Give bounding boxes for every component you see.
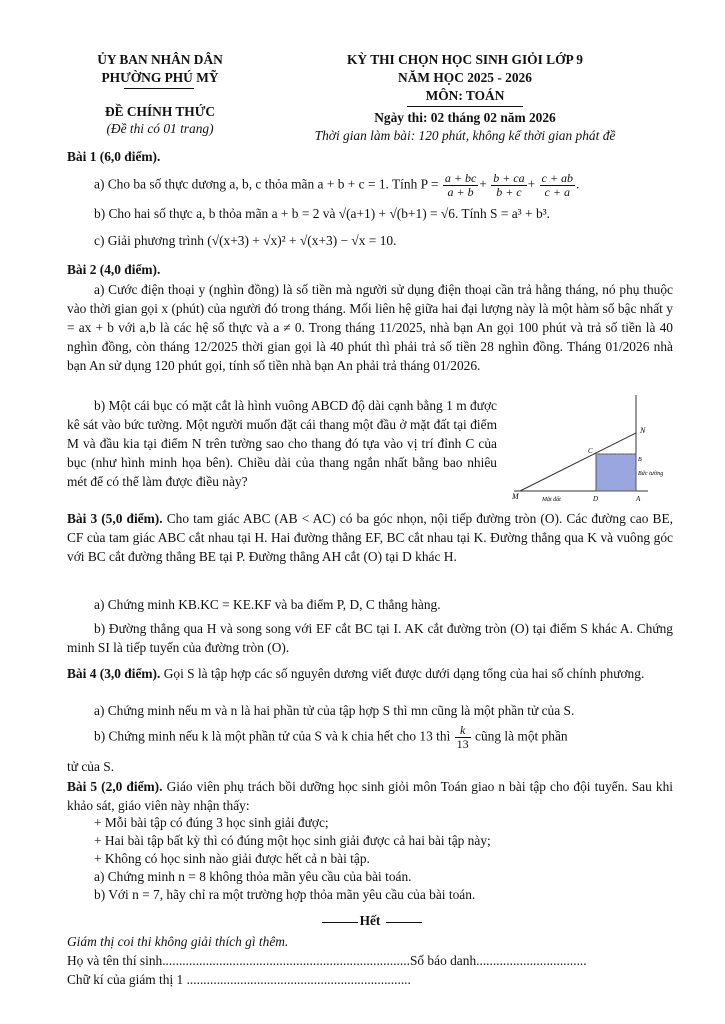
problem-4-intro: Gọi S là tập hợp các số nguyên dương viết được dưới dạng tổng của hai số chính phương. [163,666,645,681]
fraction-3 [540,172,575,199]
header-right-rule [407,106,523,107]
proctor-note: Giám thị coi thi không giải thích gì thêm. [67,934,289,949]
problem-3a: a) Chứng minh KB.KC = KE.KF và ba điểm P, D, C thẳng hàng. [94,597,441,612]
school-year: NĂM HỌC 2025 - 2026 [398,70,532,85]
problem-1c: c) Giải phương trình (√(x+3) + √x)² + √(x+3) − √x = 10. [94,233,397,248]
problem-4b-text: b) Chứng minh nếu k là một phần tử của S và k chia hết cho 13 thì [94,728,451,744]
frac2-num: b + ca [493,171,525,185]
problem-5b: b) Với n = 7, hãy chỉ ra một trường hợp thỏa mãn yêu cầu của bài toán. [94,887,476,902]
pages-note: (Đề thi có 01 trang) [106,121,214,136]
ward-name: PHƯỜNG PHÚ MỸ [101,70,219,85]
problem-1-title: Bài 1 (6,0 điểm). [67,149,161,164]
fraction-k-13 [455,724,471,751]
condition-1: + Mỗi bài tập có đúng 3 học sinh giải được; [94,815,329,830]
fraction-1 [443,172,478,199]
frac2-den: b + c [496,185,522,199]
problem-2b: b) Một cái bục có mặt cắt là hình vuông ABCD độ dài cạnh bằng 1 m được kê sát vào bức tường. Một người muốn đặt cái thang một đầu ở mặt đất tại điểm M và đầu kia tại điểm N trên tường sao cho thang đó tựa vào vị trí đỉnh C của bục (như hình minh họa bên). Chiều dài của thang ngắn nhất bằng bao nhiêu mét để có thể làm được điều này? [67,398,497,489]
problem-4b-text-2: cũng là một phần [475,728,568,744]
problem-4a: a) Chứng minh nếu m và n là hai phần tử của tập hợp S thì mn cũng là một phần tử của S. [94,703,575,718]
exam-duration: Thời gian làm bài: 120 phút, không kể thời gian phát đề [314,128,616,143]
frac3-num: c + ab [541,171,573,185]
exam-date: Ngày thi: 02 tháng 02 năm 2026 [374,110,556,125]
exam-title: KỲ THI CHỌN HỌC SINH GIỎI LỚP 9 [347,52,583,67]
problem-2-title: Bài 2 (4,0 điểm). [67,262,161,277]
frac3-den: c + a [544,185,570,199]
problem-5a: a) Chứng minh n = 8 không thỏa mãn yêu cầu của bài toán. [94,869,412,884]
label-B: B [638,457,642,463]
label-C: C [588,447,593,455]
problem-4 [67,664,673,683]
candidate-name-line: Họ và tên thí sinh..........................................................................Số báo danh................................. [67,953,587,968]
authority-name: ỦY BAN NHÂN DÂN [97,52,223,67]
problem-3 [67,509,673,566]
proctor-signature-line: Chữ kí của giám thị 1 ................................................................... [67,972,411,987]
frack-den: 13 [456,737,469,751]
problem-4b [94,724,568,751]
header-left-rule [124,88,194,89]
label-wall: Bức tường [638,471,664,477]
problem-1a: a) Cho ba số thực dương a, b, c thỏa mãn a + b + c = 1. Tính P = $\frac{a + bc}{a + b}$ + $\frac{b + ca}{b + c}$ + $\frac{c + ab}{c + a}$ . [94,171,580,199]
frac1-den: a + b [447,185,474,199]
problem-3-intro: Cho tam giác ABC (AB < AC) có ba góc nhọn, nội tiếp đường tròn (O). Các đường cao BE, CF của tam giác ABC cắt nhau tại H. Hai đường thẳng EF, BC cắt nhau tại K. Đường thẳng qua K và vuông góc với BC cắt đường thẳng BE tại P. Đường thẳng AH cắt (O) tại D khác H. [67,511,673,564]
condition-3: + Không có học sinh nào giải được hết cả n bài tập. [94,851,370,866]
label-N: N [640,426,646,435]
ladder-figure [508,393,668,505]
official-label: ĐỀ CHÍNH THỨC [104,104,216,119]
label-M: M [512,492,519,501]
problem-5 [67,777,673,815]
problem-4-title: Bài 4 (3,0 điểm). [67,666,161,681]
problem-3-title: Bài 3 (5,0 điểm). [67,511,163,526]
problem-3b: b) Đường thẳng qua H và song song với EF cắt BC tại I. AK cắt đường tròn (O) tại điểm S khác A. Chứng minh SI là tiếp tuyến của đường tròn (O). [67,621,673,655]
frack-num: k [455,724,471,738]
end-marker: Hết [359,913,381,928]
box-square [596,454,636,491]
label-ground: Mặt đất [542,497,561,503]
problem-1a-text: a) Cho ba số thực dương a, b, c thỏa mãn a + b + c = 1. Tính P = [94,176,439,192]
fraction-2 [491,172,526,199]
label-A: A [636,495,641,503]
subject: MÔN: TOÁN [425,88,505,103]
frac1-num: a + bc [444,171,477,185]
problem-5-title: Bài 5 (2,0 điểm). [67,779,163,794]
condition-2: + Hai bài tập bất kỳ thì có đúng một học sinh giải được cả hai bài tập này; [94,833,491,848]
label-D: D [593,495,599,503]
problem-4b-end: tử của S. [67,759,115,774]
problem-1b: b) Cho hai số thực a, b thỏa mãn a + b = 2 và √(a+1) + √(b+1) = √6. Tính S = a³ + b³. [94,206,551,221]
problem-2a: a) Cước điện thoại y (nghìn đồng) là số tiền mà người sử dụng điện thoại cần trả hằng tháng, nó phụ thuộc vào thời gian gọi x (phút) của người đó trong tháng. Mối liên hệ giữa hai đại lượng này là một hàm số bậc nhất y = ax + b với a,b là các hệ số thực và a ≠ 0. Trong tháng 11/2025, nhà bạn An gọi 100 phút và trả số tiền là 40 nghìn đồng, còn tháng 12/2025 thời gian gọi là 40 phút thì phải trả số tiền 28 nghìn đồng. Tháng 01/2026 nhà bạn An sử dụng 120 phút gọi, tính số tiền nhà bạn An phải trả tháng 01/2026. [67,282,673,373]
problem-5-intro: Giáo viên phụ trách bồi dưỡng học sinh giỏi môn Toán giao n bài tập cho đội tuyển. Sau khi khảo sát, giáo viên này nhận thấy: [67,779,673,813]
end-rule-right [386,922,422,923]
